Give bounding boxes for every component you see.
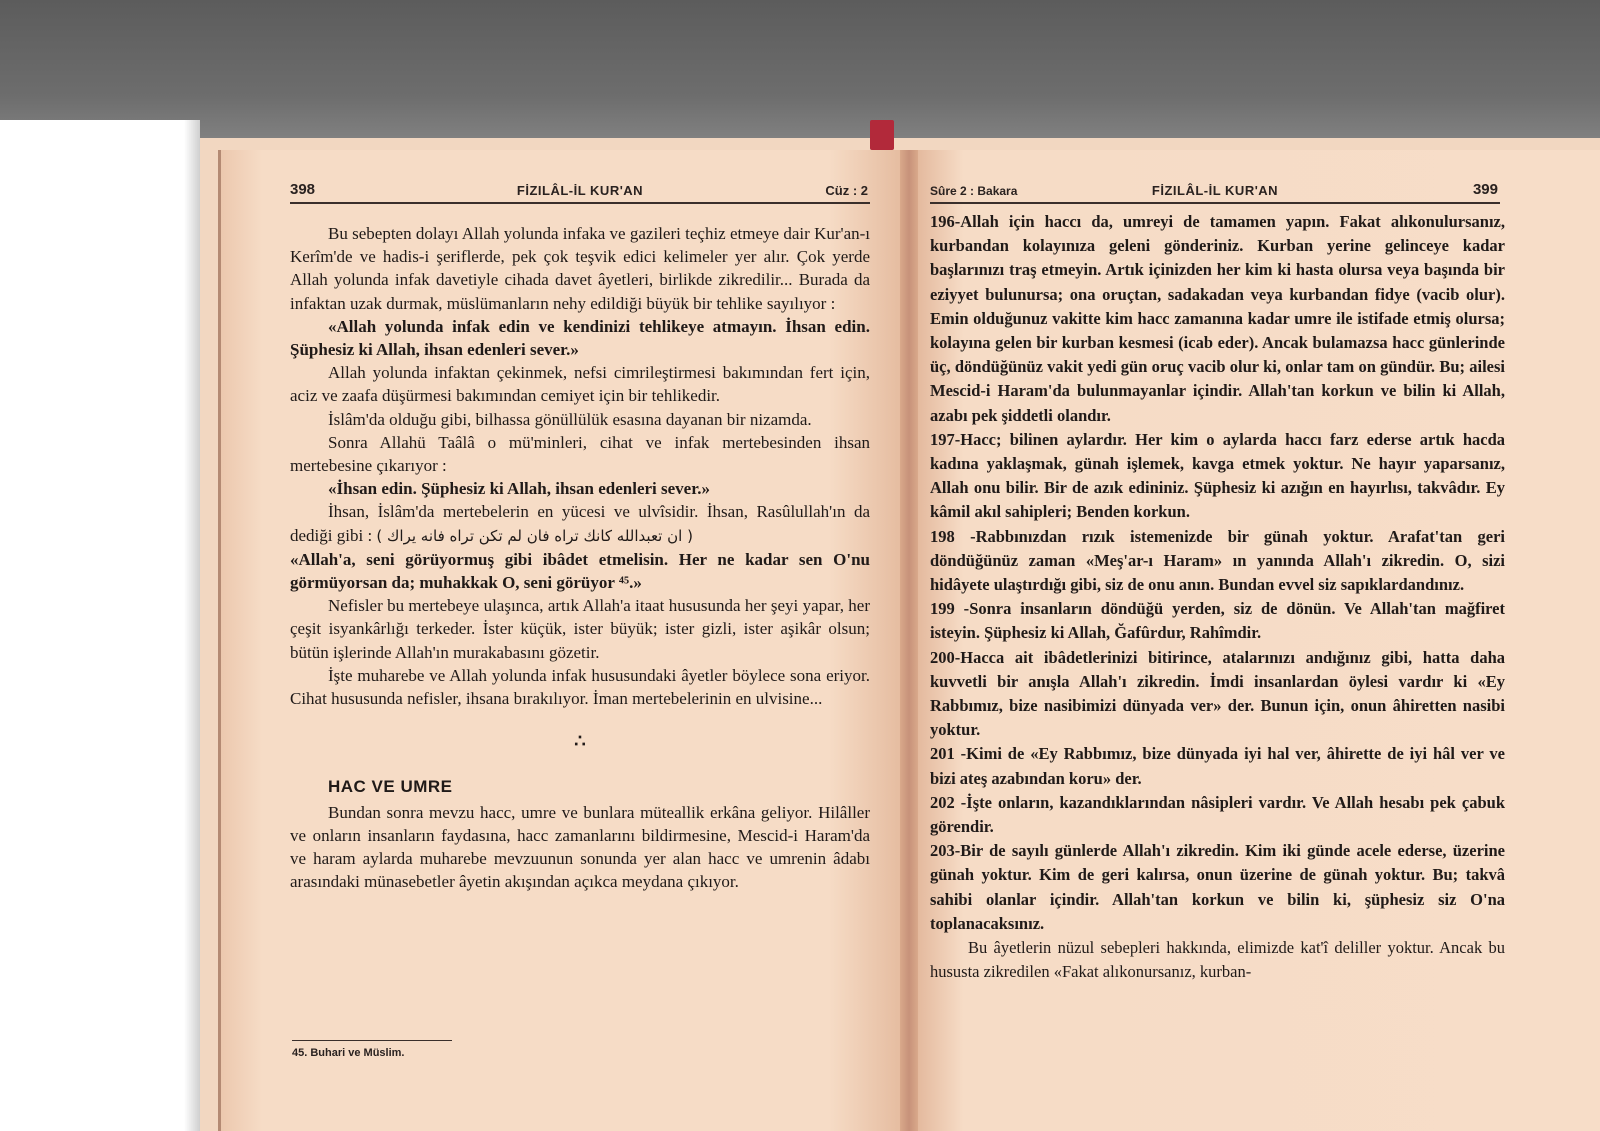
section-title: HAC VE UMRE [328,777,453,797]
verse-203: 203-Bir de sayılı günlerde Allah'ı zikredin. Kim iki günde acele ederse, üzerine günah yoktur. Kim de geri kalırsa, onun üzerine de günah yoktur. Bu; takvâ sahibi olanlar içindir. Allah'tan korkun ve bilin ki, şüphesiz siz O'na toplanacaksınız. [930,841,1505,933]
right-page-header [930,178,1500,204]
hadith-intro: İhsan, İslâm'da mertebelerin en yücesi ve ulvîsidir. İhsan, Rasûlullah'ın da dediği gibi : [290,502,870,545]
background-margin-left [0,120,200,1131]
arabic-hadith: ( ان تعبدالله كانك تراه فان لم تكن تراه فانه يراك ) [376,526,693,545]
verse-201: 201 -Kimi de «Ey Rabbımız, bize dünyada iyi hal ver, âhirette de iyi hâl ver ve bizi ateş azabından koru» der. [930,744,1505,788]
quoted-verse: «Allah yolunda infak edin ve kendinizi tehlikeye atmayın. İhsan edin. Şüphesiz ki Allah, ihsan edenleri sever.» [290,316,870,360]
quoted-verse: «İhsan edin. Şüphesiz ki Allah, ihsan edenleri sever.» [328,479,710,499]
paragraph: Bu sebepten dolayı Allah yolunda infaka ve gazileri teçhiz etmeye dair Kur'an-ı Kerîm'de ve hadis-i şeriflerde, pek çok teşvik edici kelimeler yer alır. Çok yerde Allah yolunda infak davetiyle cihada davet âyetleri, birlikde zikredilir... Burada da infaktan uzak durmak, müslümanların nehy edildiği büyük bir tehlike sayılıyor : [290,224,870,313]
verse-200: 200-Hacca ait ibâdetlerinizi bitirince, atalarınızı andığınız gibi, hatta daha kuvvetli bir anışla Allah'ı zikredin. İmdi insanlardan öylesi vardır ki «Ey Rabbımız, bize nasibimizi dünyada ver» der. Bunun için, onun âhiretten nasibi yoktur. [930,647,1505,740]
left-page-body [290,222,870,893]
left-page-number: 398 [290,181,316,198]
paragraph: İslâm'da olduğu gibi, bilhassa gönüllülük esasına dayanan bir nizamda. [328,409,812,429]
paragraph: İşte muharebe ve Allah yolunda infak hususundaki âyetler böylece sona eriyor. Cihat hususunda nefisler, ihsana bırakılıyor. İman mertebelerinin en ulvisine... [290,665,870,709]
left-cuz-label: Cüz : 2 [825,183,868,198]
section-separator: ∴ [574,731,586,752]
left-running-title: FİZILÂL-İL KUR'AN [516,183,644,198]
paragraph [290,500,870,547]
bookmark-ribbon [870,120,894,150]
paragraph: Bundan sonra mevzu hacc, umre ve bunlara müteallik erkâna geliyor. Hilâller ve onların insanların faydasına, hacc zamanlarını bildirmesine, Mescid-i Haram'da ve haram aylarda muharebe mevzuunun sonunda yer alan hacc ve umrenin âdabı arasındaki münasebetler âyetin akışından açıkca meydana çıkıyor. [290,802,870,892]
background-shadow-top [0,0,1600,160]
footnote: 45. Buhari ve Müslim. [292,1047,405,1059]
paragraph: Sonra Allahü Taâlâ o mü'minleri, cihat ve infak mertebesinden ihsan mertebesine çıkarıyor : [290,432,870,476]
hadith-translation: «Allah'a, seni görüyormuş gibi ibâdet etmelisin. Her ne kadar sen O'nu görmüyorsan da; muhakkak O, seni görüyor ⁴⁵.» [290,549,870,593]
verse-199: 199 -Sonra insanların döndüğü yerden, siz de dönün. Ve Allah'tan mağfiret isteyin. Şüphesiz ki Allah, Ğafûrdur, Rahîmdir. [930,599,1505,643]
paragraph: Nefisler bu mertebeye ulaşınca, artık Allah'a itaat hususunda her şeyi yapar, her çeşit isyankârlığı terkeder. İster küçük, ister büyük; ister gizli, ister aşikâr olsun; bütün işlerinde Allah'ın murakabasını gözetir. [290,596,870,662]
right-running-title: FİZILÂL-İL KUR'AN [1151,183,1279,198]
footnote-divider [292,1040,452,1041]
right-sure-label: Sûre 2 : Bakara [930,184,1018,198]
verse-202: 202 -İşte onların, kazandıklarından nâsipleri vardır. Ve Allah hesabı pek çabuk görendir. [930,792,1505,837]
verse-198: 198 -Rabbınızdan rızık istemenizde bir günah yoktur. Arafat'tan geri döndüğünüz zaman «Meş'ar-ı Haram» ın yanında Allah'ı zikredin. O, sizi hidâyete ulaştırdığı gibi, siz de onu anın. Bundan evvel siz sapıklardandınız. [930,526,1505,595]
right-page-body [930,210,1505,985]
verse-196: 196-Allah için haccı da, umreyi de tamamen yapın. Fakat alıkonulursanız, kurbandan kolayınıza geleni gönderiniz. Kurban yerine gelinceye kadar başlarınızı traş etmeyin. Artık içinizden her kim ki hasta olursa veya başında bir eziyyet bulunursa; ona oruçtan, sadakadan veya kurbandan fidye (vacib olur). Emin olduğunuz vakitte kim hacc zamanına kadar umre ile istifade etmiş olursa; kolayına gelen bir kurban kesmesi (icab eder). Ancak bulamazsa hacc günlerinde üç, döndüğünüz vakit yedi gün oruç vacib olur ki, onlar tam on gündür. Bu; ailesi Mescid-i Haram'da bulunmayanlar içindir. Allah'tan korkun ve bilin ki Allah, azabı pek şiddetli olandır. [930,212,1505,425]
book-gutter [900,150,918,1131]
verse-197: 197-Hacc; bilinen aylardır. Her kim o aylarda haccı farz ederse artık hacda kadına yaklaşmak, günah işlemek, kavga etmek yoktur. Ne hayır yaparsanız, Allah onu bilir. Bir de azık edininiz. Şüphesiz ki azığın en hayırlısı, takvâdır. Ey kâmil akıl sahipleri; Benden korkun. [930,429,1505,522]
left-page-header [290,178,870,204]
right-page-number: 399 [1472,181,1498,198]
paragraph: Allah yolunda infaktan çekinmek, nefsi cimrileştirmesi bakımından fert için, aciz ve zaafa düşürmesi bakımından cemiyet için bir tehlikedir. [290,363,870,406]
paragraph: Bu âyetlerin nüzul sebepleri hakkında, elimizde kat'î deliller yoktur. Ancak bu hususta zikredilen «Fakat alıkonursanız, kurban- [930,938,1505,982]
